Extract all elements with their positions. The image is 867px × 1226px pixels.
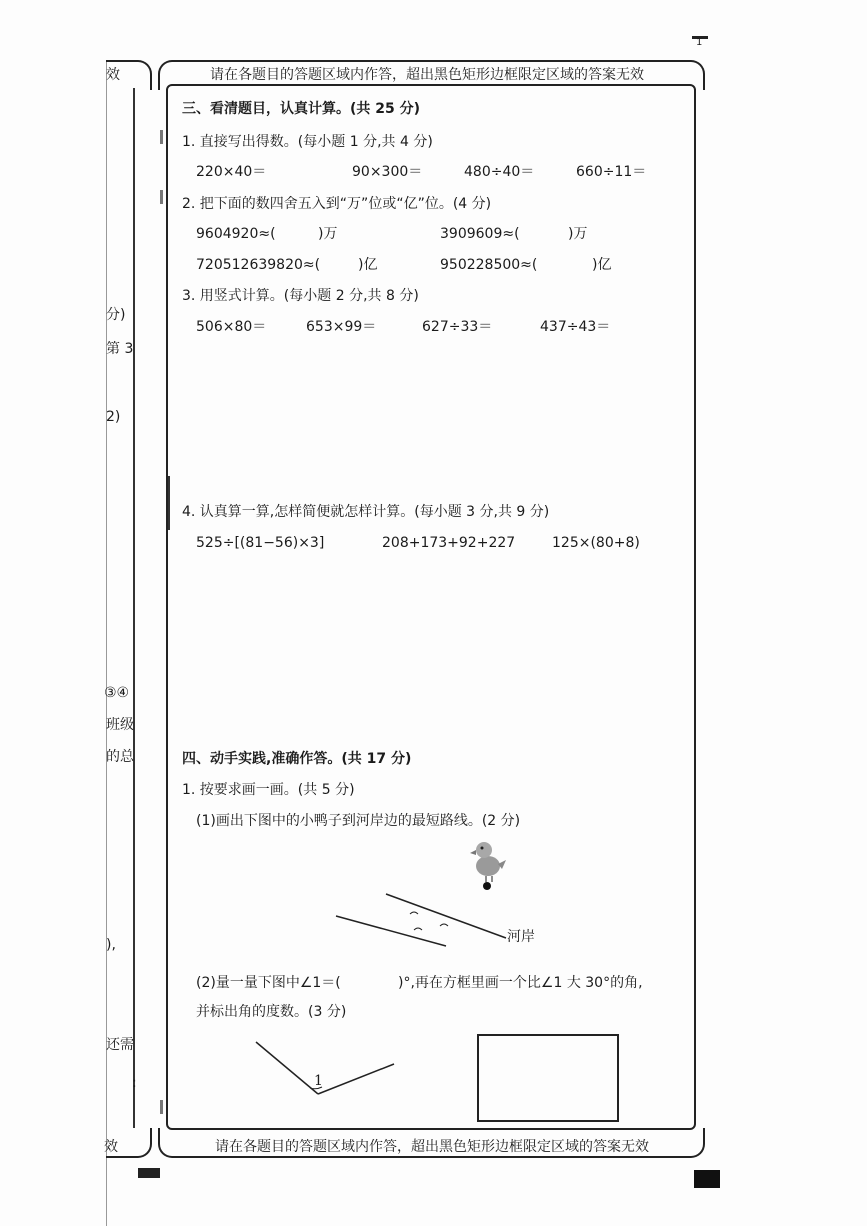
q3-title: 3. 用竖式计算。(每小题 2 分,共 8 分) <box>182 288 419 304</box>
left-fragment: 第 3 <box>106 341 134 357</box>
left-tab-bottom: 效 <box>104 1139 118 1155</box>
s4-q1-part2-b: )°,再在方框里画一个比∠1 大 30°的角, <box>398 975 643 991</box>
corner-mark: 1 <box>690 36 712 50</box>
section4-title: 四、动手实践,准确作答。(共 17 分) <box>182 751 412 767</box>
q2-item-num: 950228500≈( <box>440 257 538 273</box>
q3-item: 653×99＝ <box>306 319 377 335</box>
left-fragment: : <box>132 1075 137 1091</box>
river-bank-upper <box>386 894 506 938</box>
left-fragment: 班级 <box>106 717 134 733</box>
left-margin-strip <box>106 88 135 1128</box>
q2-item-unit: )亿 <box>592 257 612 273</box>
left-fragment: 2) <box>106 409 121 425</box>
binding-dot <box>160 190 163 204</box>
binding-mark <box>168 476 170 530</box>
q2-item-num: 9604920≈( <box>196 226 276 242</box>
angle-figure <box>250 1036 400 1100</box>
drawing-box[interactable] <box>477 1034 619 1122</box>
q3-item: 627÷33＝ <box>422 319 493 335</box>
left-fragment: 分) <box>106 307 126 323</box>
duck-icon <box>470 842 506 890</box>
s4-q1-part2-line2: 并标出角的度数。(3 分) <box>196 1004 347 1020</box>
q3-item: 506×80＝ <box>196 319 267 335</box>
q3-item: 437÷43＝ <box>540 319 611 335</box>
binding-dot <box>160 130 163 144</box>
river-label: 河岸 <box>507 929 535 945</box>
left-fragment: ), <box>106 937 116 953</box>
q1-title: 1. 直接写出得数。(每小题 1 分,共 4 分) <box>182 134 433 150</box>
q1-item: 90×300＝ <box>352 164 423 180</box>
angle-label: 1 <box>314 1073 323 1089</box>
section3-title: 三、看清题目，认真计算。(共 25 分) <box>182 101 421 117</box>
header-banner: 请在各题目的答题区域内作答，超出黑色矩形边框限定区域的答案无效 <box>210 67 644 83</box>
q2-item-unit: )万 <box>568 226 588 242</box>
q1-item: 220×40＝ <box>196 164 267 180</box>
left-fragment: ③④ <box>104 685 130 701</box>
q4-item: 525÷[(81−56)×3] <box>196 535 325 551</box>
footer-banner: 请在各题目的答题区域内作答，超出黑色矩形边框限定区域的答案无效 <box>215 1139 649 1155</box>
left-fragment: 还需 <box>106 1037 134 1053</box>
left-fragment: 的总 <box>106 749 134 765</box>
s4-q1-part2-a: (2)量一量下图中∠1＝( <box>196 975 341 991</box>
q4-title: 4. 认真算一算,怎样简便就怎样计算。(每小题 3 分,共 9 分) <box>182 504 550 520</box>
left-tab-top: 效 <box>106 67 120 83</box>
q1-item: 480÷40＝ <box>464 164 535 180</box>
q2-item-num: 720512639820≈( <box>196 257 321 273</box>
binding-dot <box>160 1100 163 1114</box>
s4-q1-part1: (1)画出下图中的小鸭子到河岸边的最短路线。(2 分) <box>196 813 521 829</box>
q4-item: 208+173+92+227 <box>382 535 516 551</box>
q4-item: 125×(80+8) <box>552 535 640 551</box>
page-mark-right <box>694 1170 720 1188</box>
river-bank-lower <box>336 916 446 946</box>
q1-item: 660÷11＝ <box>576 164 647 180</box>
q2-item-unit: )亿 <box>358 257 378 273</box>
q2-item-unit: )万 <box>318 226 338 242</box>
q2-title: 2. 把下面的数四舍五入到“万”位或“亿”位。(4 分) <box>182 196 492 212</box>
s4-q1-title: 1. 按要求画一画。(共 5 分) <box>182 782 355 798</box>
q2-item-num: 3909609≈( <box>440 226 520 242</box>
page-mark-left <box>138 1168 160 1178</box>
